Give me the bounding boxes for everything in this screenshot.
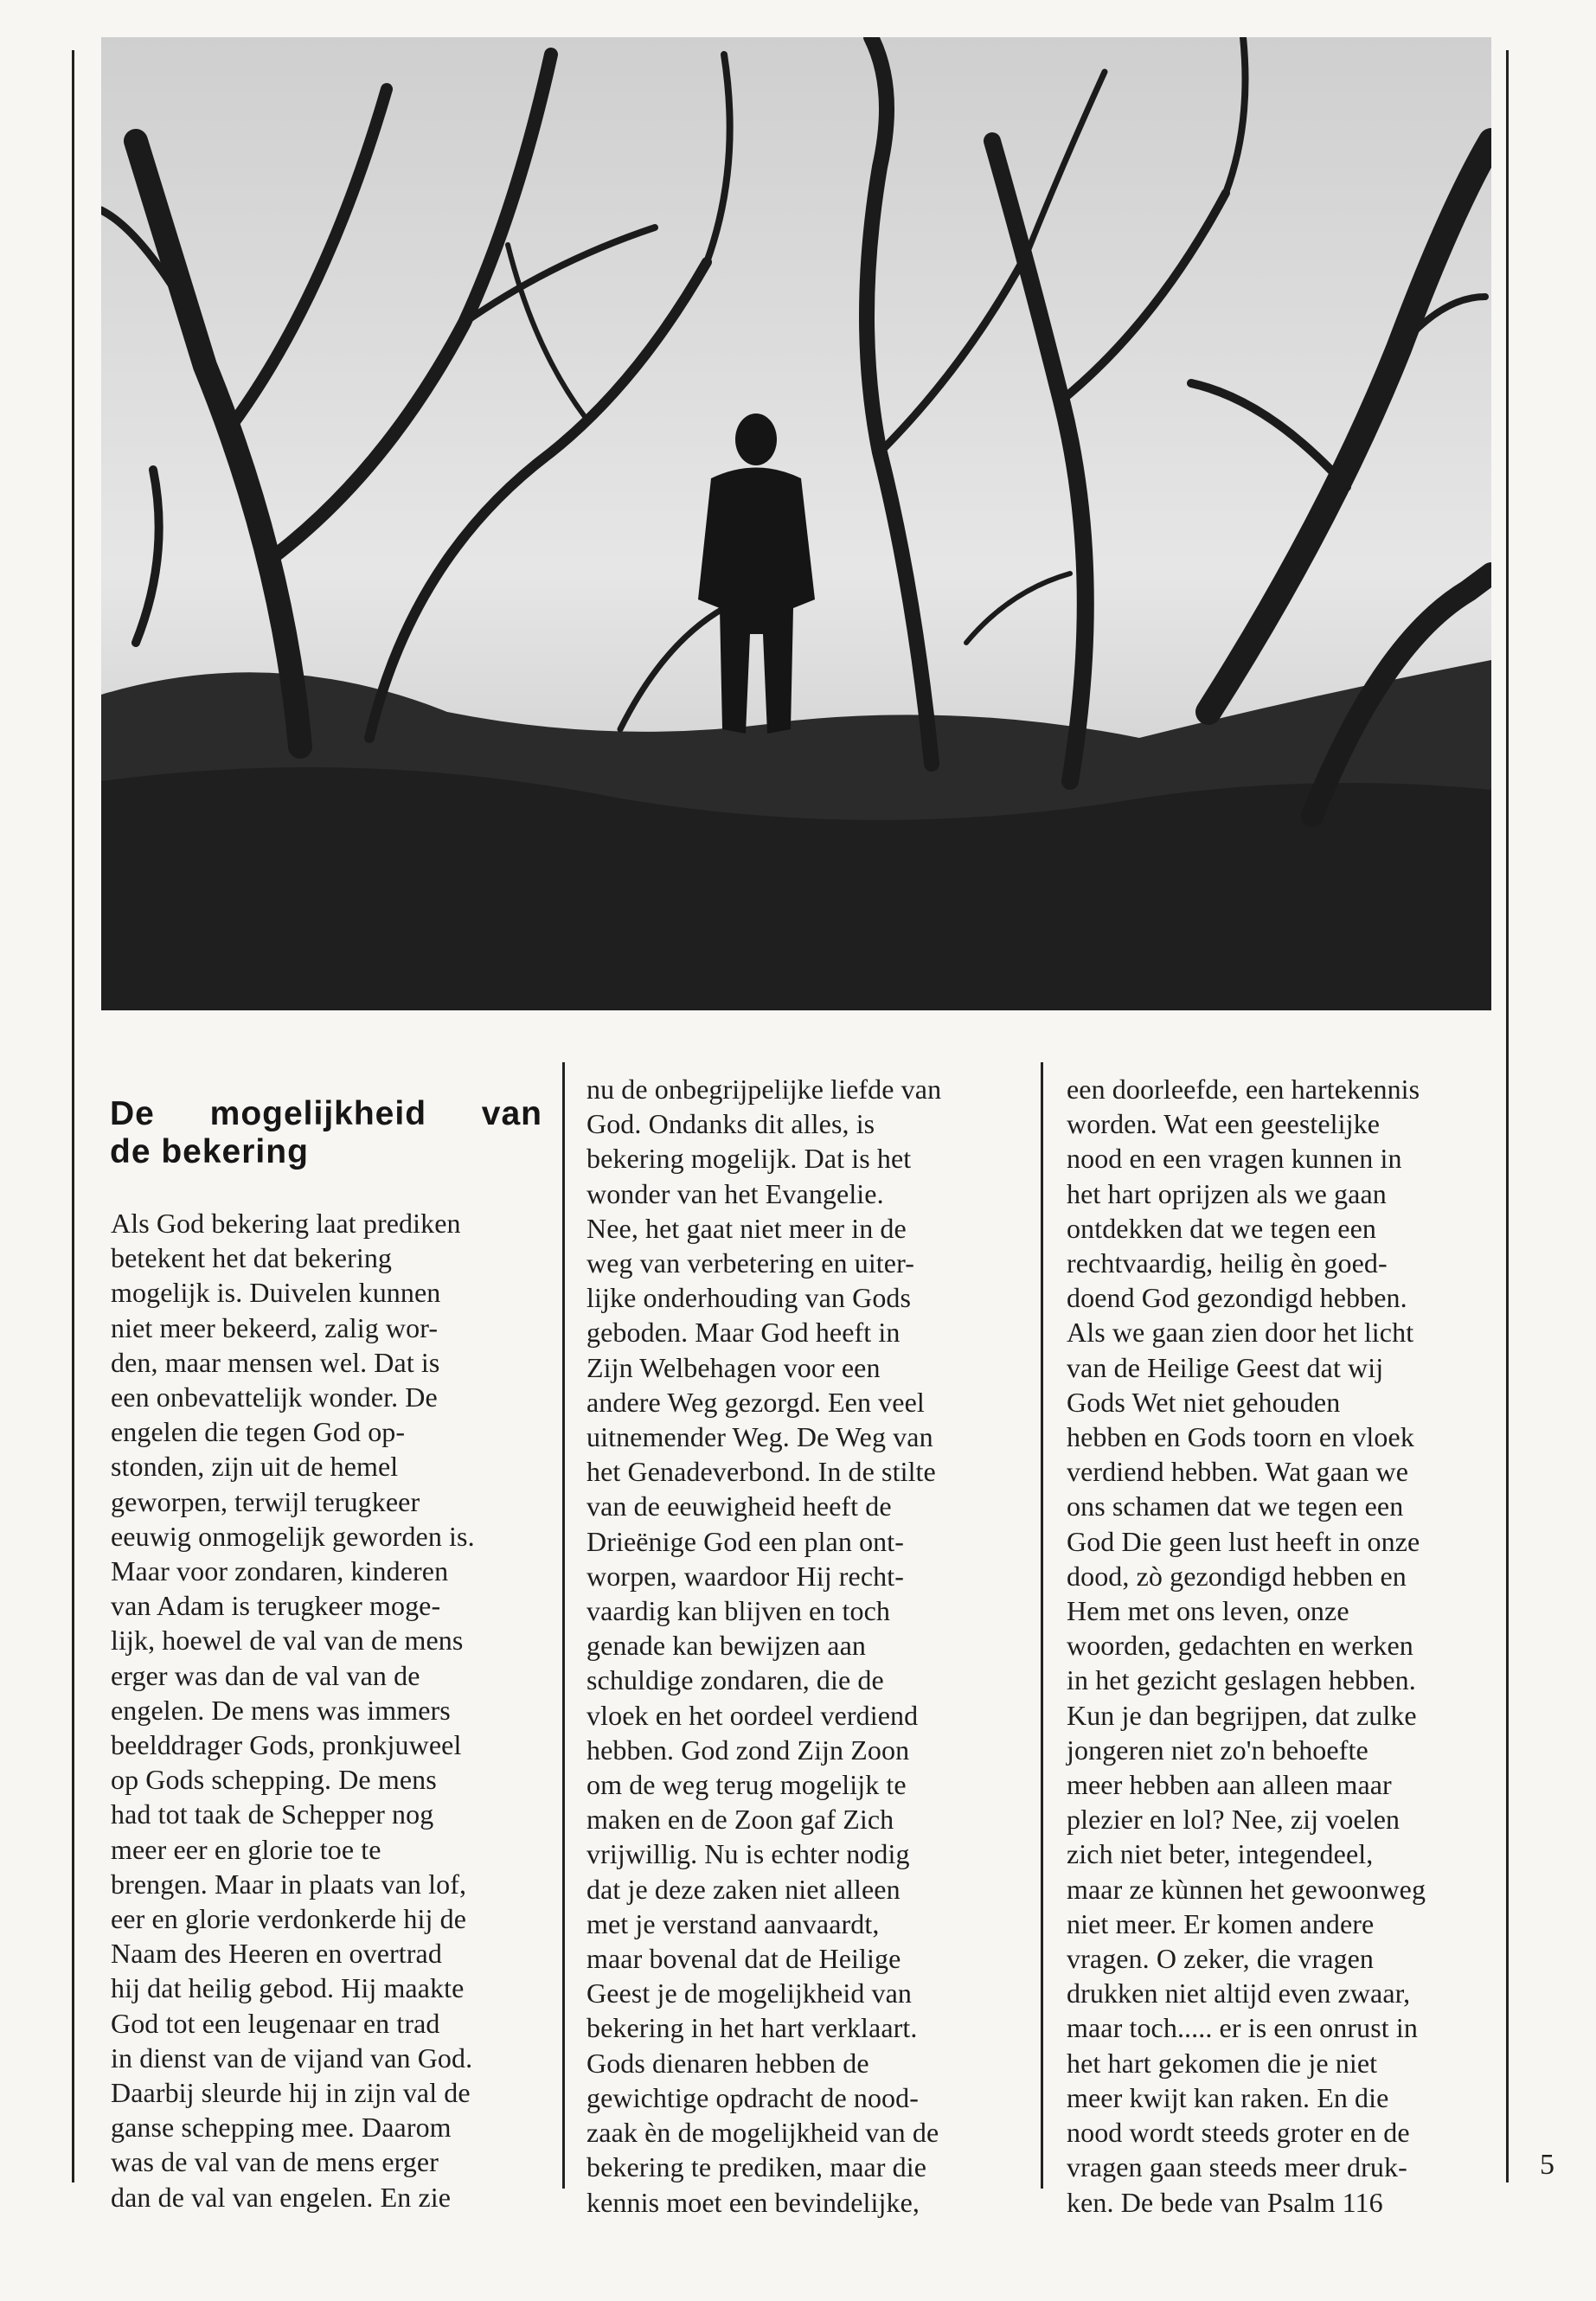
article-column-3: een doorleefde, een hartekennis worden. Wat een geestelijke nood en een vragen kunnen in het hart oprijzen als we gaan ontdekken dat we tegen een rechtvaardig, heilig èn goed- doend God gezondigd hebben. Als we gaan zien door het licht van de Heilige Geest dat wij Gods Wet niet gehouden hebben en Gods toorn en vloek verdiend hebben. Wat gaan we ons schamen dat we tegen een God Die geen lust heeft in onze dood, zò gezondigd hebben en Hem met ons leven, onze woorden, gedachten en werken in het gezicht geslagen hebben. Kun je dan begrijpen, dat zulke jongeren niet zo'n behoefte meer hebben aan alleen maar plezier en lol? Nee, zij voelen zich niet beter, integendeel, maar ze kùnnen het gewoonweg niet meer. Er komen andere vragen. O zeker, die vragen drukken niet altijd even zwaar, maar toch..... er is een onrust in het hart gekomen die je niet meer kwijt kan raken. En die nood wordt steeds groter en de vragen gaan steeds meer druk- ken. De bede van Psalm 116 xyxy=(1067,1074,1426,2218)
article-column-2: nu de onbegrijpelijke liefde van God. Ondanks dit alles, is bekering mogelijk. Dat is het wonder van het Evangelie. Nee, het gaat niet meer in de weg van verbetering en uiter- lijke onderhouding van Gods geboden. Maar God heeft in Zijn Welbehagen voor een andere Weg gezorgd. Een veel uitnemender Weg. De Weg van het Genadeverbond. In de stilte van de eeuwigheid heeft de Drieënige God een plan ont- worpen, waardoor Hij recht- vaardig kan blijven en toch genade kan bewijzen aan schuldige zondaren, die de vloek en het oordeel verdiend hebben. God zond Zijn Zoon om de weg terug mogelijk te maken en de Zoon gaf Zich vrijwillig. Nu is echter nodig dat je deze zaken niet alleen met je verstand aanvaardt, maar bovenal dat de Heilige Geest je de mogelijkheid van bekering in het hart verklaart. Gods dienaren hebben de gewichtige opdracht de nood- zaak èn de mogelijkheid van de bekering te prediken, maar die kennis moet een bevindelijke, xyxy=(586,1074,942,2218)
heading-line-1: De mogelijkheid van xyxy=(110,1095,542,1132)
article-heading xyxy=(110,1095,542,1171)
left-border-rule xyxy=(72,50,74,2182)
article-column-1: Als God bekering laat prediken betekent het dat bekering mogelijk is. Duivelen kunnen niet meer bekeerd, zalig wor- den, maar mensen wel. Dat is een onbevattelijk wonder. De engelen die tegen God op- stonden, zijn uit de hemel geworpen, terwijl terugkeer eeuwig onmogelijk geworden is. Maar voor zondaren, kinderen van Adam is terugkeer moge- lijk, hoewel de val van de mens erger was dan de val van de engelen. De mens was immers beelddrager Gods, pronkjuweel op Gods schepping. De mens had tot taak de Schepper nog meer eer en glorie toe te brengen. Maar in plaats van lof, eer en glorie verdonkerde hij de Naam des Heeren en overtrad hij dat heilig gebod. Hij maakte God tot een leugenaar en trad in dienst van de vijand van God. Daarbij sleurde hij in zijn val de ganse schepping mee. Daarom was de val van de mens erger dan de val van engelen. En zie xyxy=(111,1208,475,2213)
column-divider-2 xyxy=(1041,1062,1043,2189)
column-divider-1 xyxy=(562,1062,565,2189)
silhouette-person-trees-icon xyxy=(101,37,1491,1010)
heading-line-2: de bekering xyxy=(110,1133,309,1170)
page-number: 5 xyxy=(1540,2149,1554,2181)
header-photo xyxy=(101,37,1491,1010)
